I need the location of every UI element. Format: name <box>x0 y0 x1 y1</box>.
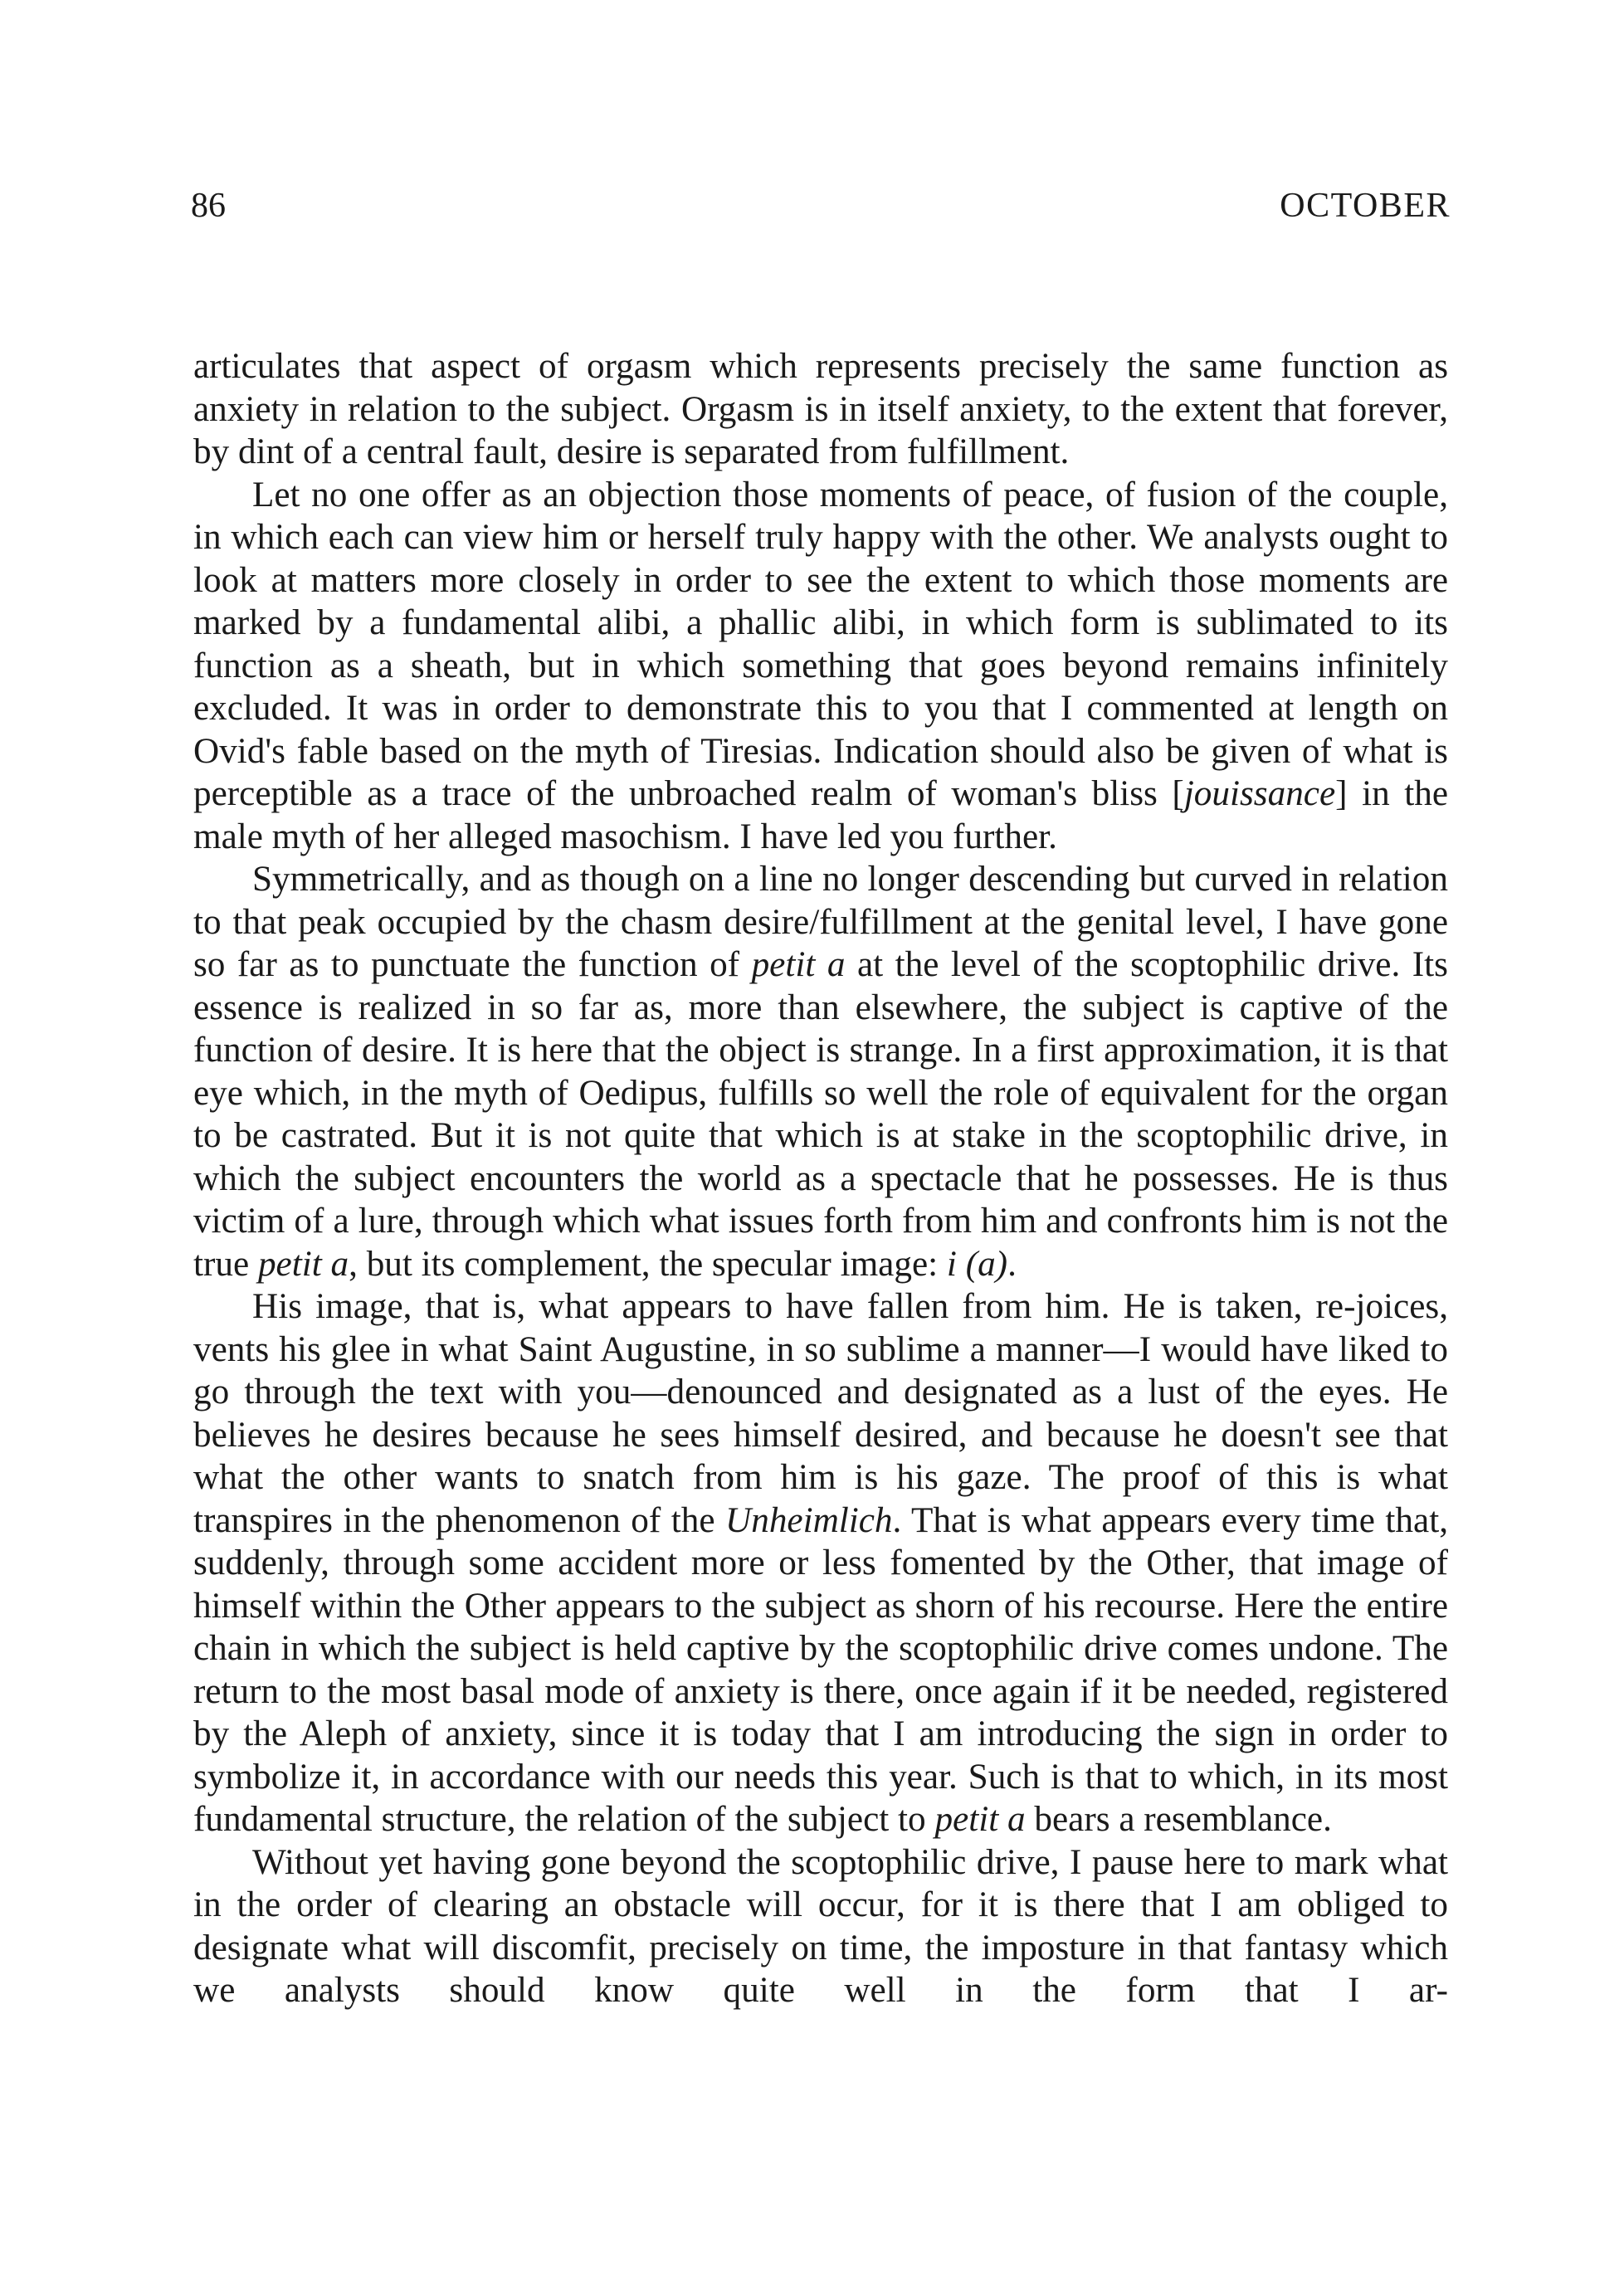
italic-term: petit a <box>934 1800 1026 1839</box>
italic-term: i (a) <box>946 1244 1008 1284</box>
text-run: bears a resemblance. <box>1025 1800 1332 1839</box>
text-run: ] in the male myth of her alleged masochism. I have led you further. <box>193 774 1448 856</box>
text-run: . <box>1007 1244 1017 1284</box>
text-run: articulates that aspect of orgasm which represents precisely the same function as anxiety in relation to the subject. Orgasm is in itself anxiety, to the extent that forever, by dint of a central fault, desire is separated from fulfillment. <box>193 347 1448 471</box>
paragraph-5 <box>193 1841 1448 2012</box>
text-run: at the level of the scoptophilic drive. Its essence is realized in so far as, more than elsewhere, the subject is captive of the function of desire. It is here that the object is strange. In a first approximation, it is that eye which, in the myth of Oedipus, fulfills so well the role of equivalent for the organ to be castrated. But it is not quite that which is at stake in the scoptophilic drive, in which the subject encounters the world as a spectacle that he possesses. He is thus victim of a lure, through which what issues forth from him and confronts him is not the true <box>193 945 1448 1284</box>
italic-term: petit a <box>751 945 846 984</box>
text-run: , but its complement, the specular image: <box>349 1244 947 1284</box>
text-run: His image, that is, what appears to have fallen from him. He is taken, re-joices, vents his glee in what Saint Augustine, in so sublime a manner—I would have liked to go through the text with you—denounced and designated as a lust of the eyes. He believes he desires because he sees himself desired, and because he doesn't see that what the other wants to snatch from him is his gaze. The proof of this is what transpires in the phenomenon of the <box>193 1287 1448 1540</box>
paragraph-4 <box>193 1285 1448 1841</box>
text-run: . That is what appears every time that, suddenly, through some accident more or less fomented by the Other, that image of himself within the Other appears to the subject as shorn of his recourse. Here the entire chain in which the subject is held captive by the scoptophilic drive comes undone. The return to the most basal mode of anxiety is there, once again if it be needed, registered by the Aleph of anxiety, since it is today that I am introducing the sign in order to symbolize it, in accordance with our needs this year. Such is that to which, in its most fundamental structure, the relation of the subject to <box>193 1500 1448 1839</box>
paragraph-2 <box>193 474 1448 859</box>
page-number: 86 <box>191 187 226 225</box>
paragraph-1 <box>193 345 1448 474</box>
italic-term: Unheimlich <box>725 1500 893 1540</box>
text-run: Let no one offer as an objection those moments of peace, of fusion of the couple, in which each can view him or herself truly happy with the other. We analysts ought to look at matters more closely in order to see the extent to which those moments are marked by a fundamental alibi, a phallic alibi, in which form is sublimated to its function as a sheath, but in which something that goes beyond remains infinitely excluded. It was in order to demonstrate this to you that I commented at length on Ovid's fable based on the myth of Tiresias. Indication should also be given of what is perceptible as a trace of the unbroached realm of woman's bliss [ <box>193 475 1448 813</box>
paragraph-3 <box>193 858 1448 1285</box>
italic-term: petit a <box>257 1244 349 1284</box>
running-head: OCTOBER <box>1280 187 1451 225</box>
text-run: Without yet having gone beyond the scoptophilic drive, I pause here to mark what in the order of clearing an obstacle will occur, for it is there that I am obliged to designate what will discomfit, precisely on time, the imposture in that fantasy which we analysts should know quite well in the form that I ar- <box>193 1842 1448 2010</box>
body-text <box>193 345 1448 2012</box>
text-run: Symmetrically, and as though on a line no longer descending but curved in relation to that peak occupied by the chasm desire/fulfillment at the genital level, I have gone so far as to punctuate the function of <box>193 860 1448 984</box>
italic-term: jouissance <box>1183 774 1336 813</box>
page-header <box>191 181 1451 231</box>
